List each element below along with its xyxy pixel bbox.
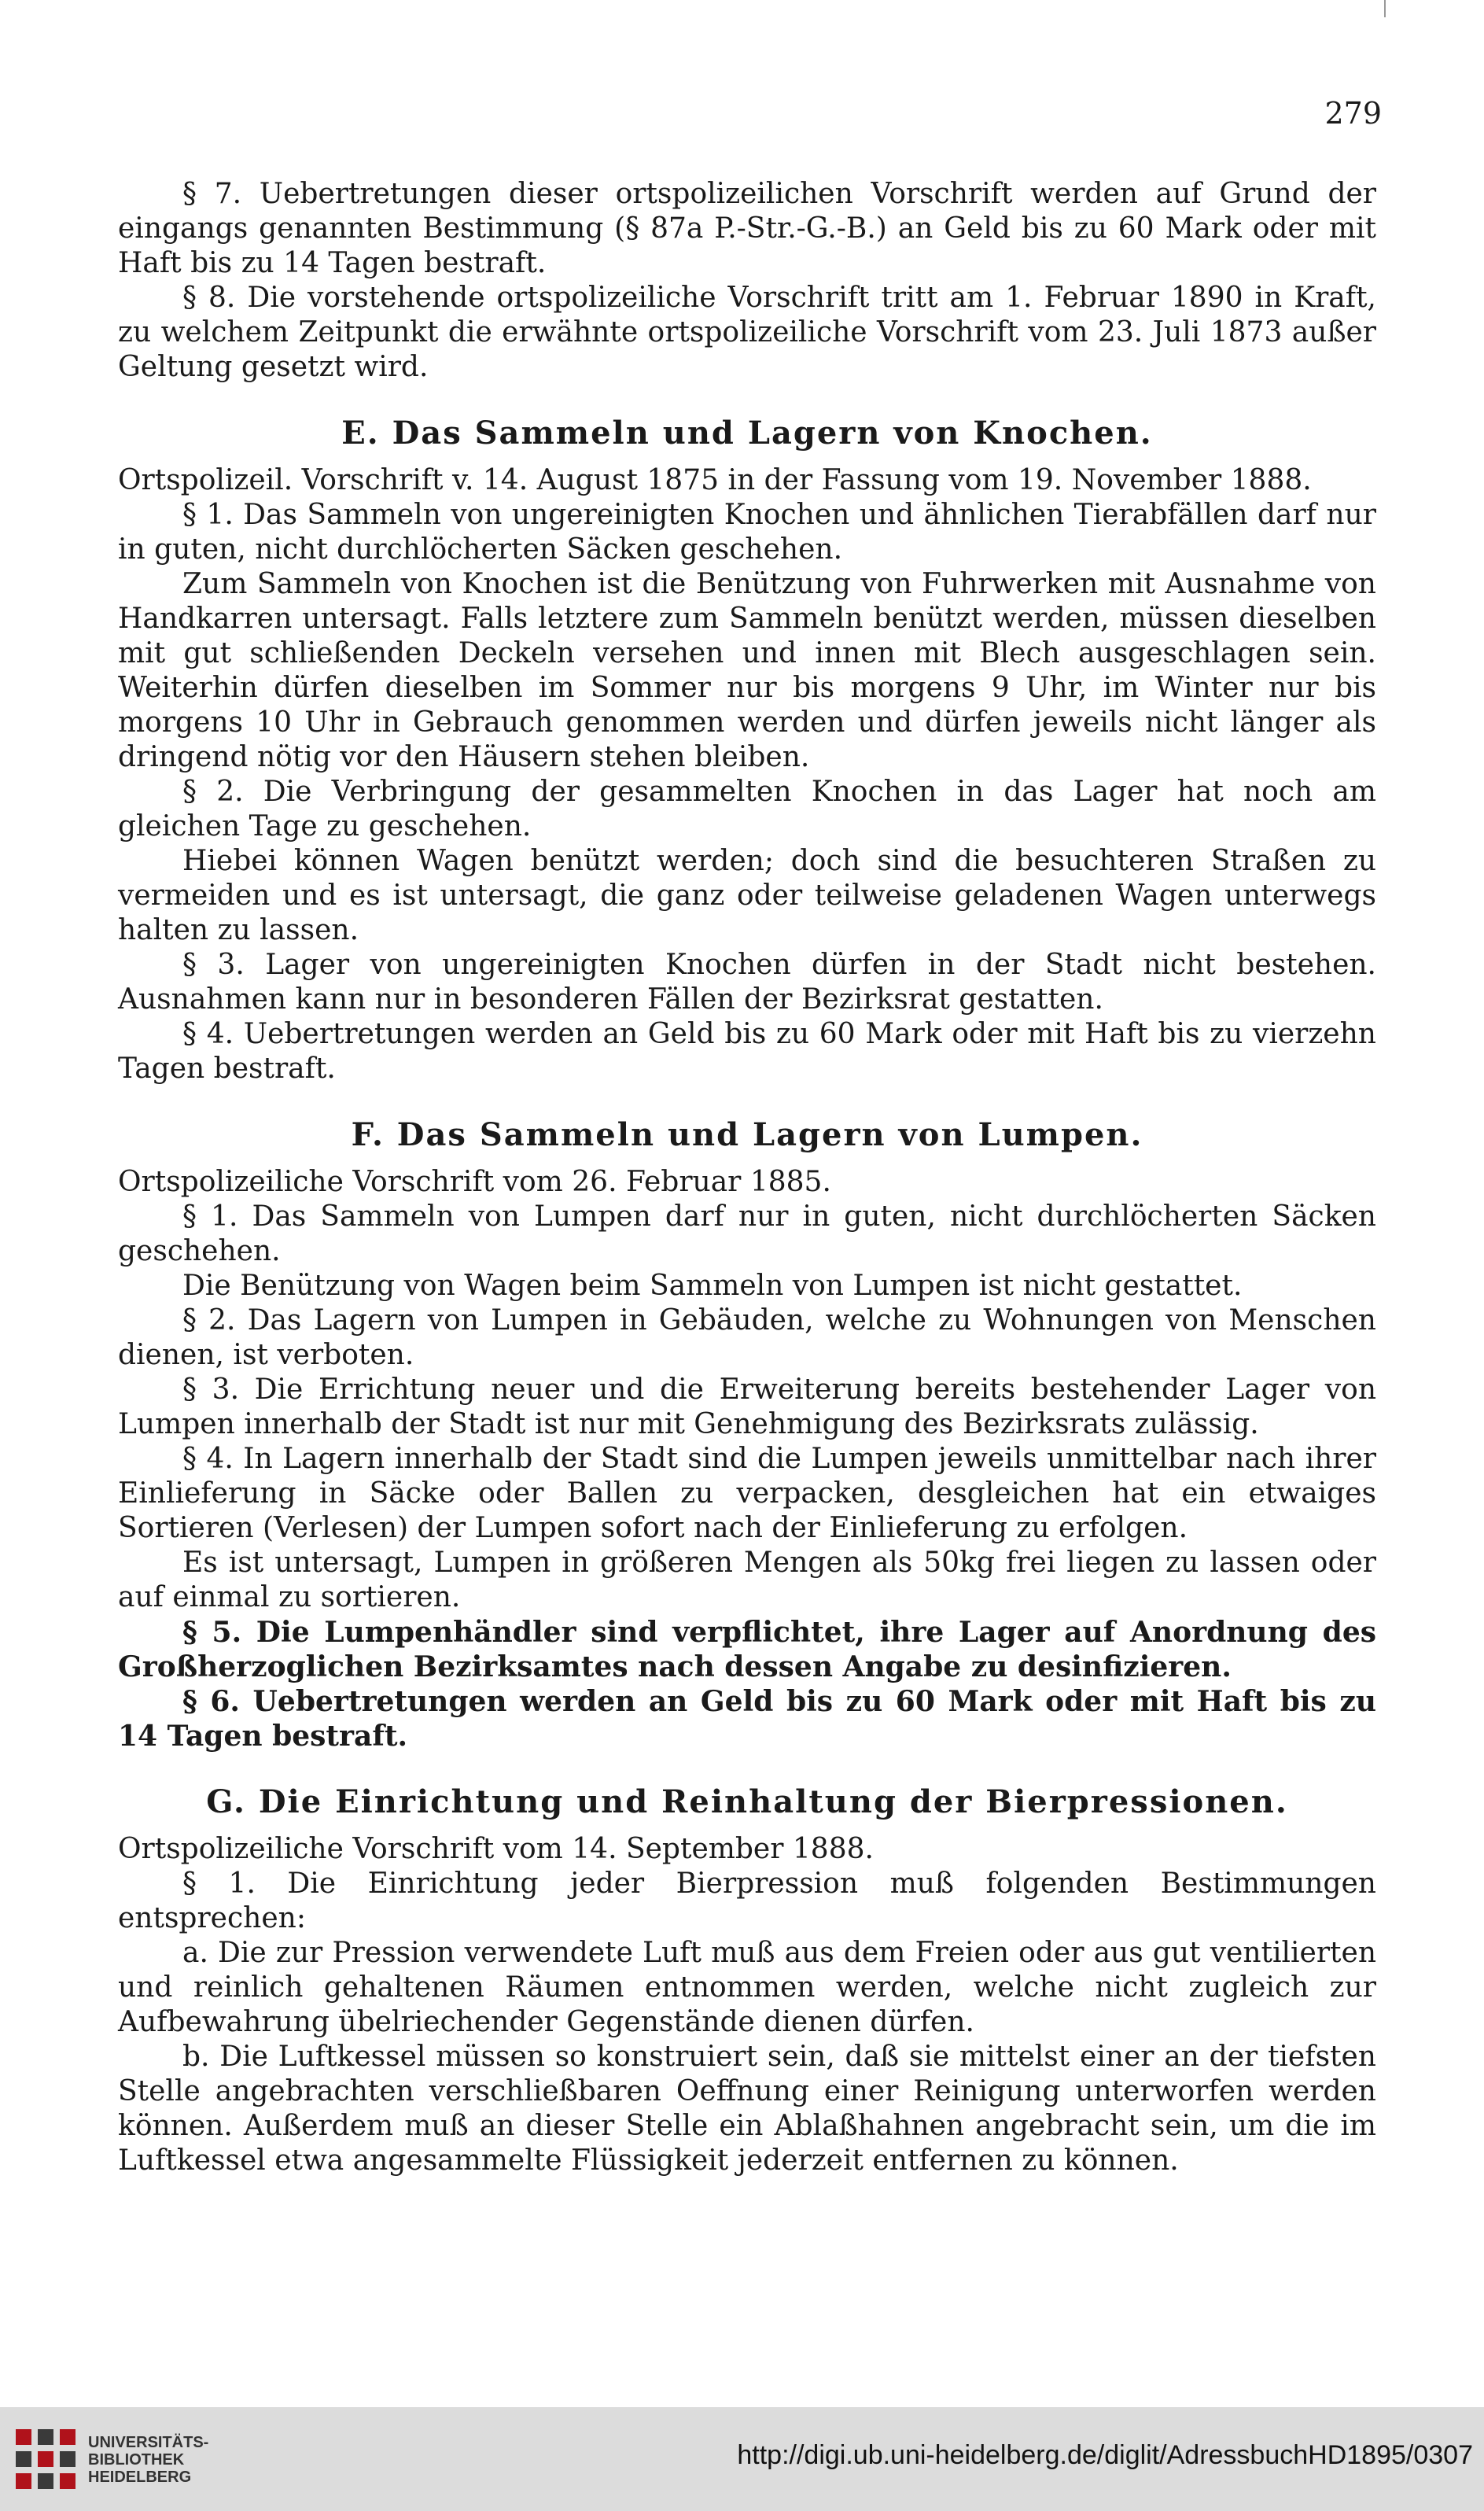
page-number: 279 — [1324, 96, 1382, 131]
section-f-paragraph: § 6. Uebertretungen werden an Geld bis zu 60 Mark oder mit Haft bis zu 14 Tagen bestraft. — [118, 1685, 1376, 1753]
section-e-heading: E. Das Sammeln und Lagern von Knochen. — [341, 415, 1153, 452]
section-g-paragraph: b. Die Luftkessel müssen so konstruiert sein, daß sie mittelst einer an der tiefsten Stelle angebrachten verschließbaren Oeffnung einer Reinigung unterworfen werden können. Außerdem muß an dieser Stelle ein Ablaßhahnen angebracht sein, um die im Luftkessel etwa angesammelte Flüssigkeit jederzeit entfernen zu können. — [118, 2041, 1376, 2177]
corner-mark — [1384, 0, 1386, 17]
section-e-paragraph: Hiebei können Wagen benützt werden; doch sind die besuchteren Straßen zu vermeiden und es ist untersagt, die ganz oder teilweise geladenen Wagen unterwegs halten zu lassen. — [118, 845, 1376, 946]
section-g-heading: G. Die Einrichtung und Reinhaltung der Bierpressionen. — [206, 1783, 1288, 1820]
section-g-paragraph: § 1. Die Einrichtung jeder Bierpression muß folgenden Bestimmungen entsprechen: — [118, 1868, 1376, 1934]
page-content — [118, 177, 1376, 2178]
section-e-paragraph: Zum Sammeln von Knochen ist die Benützung von Fuhrwerken mit Ausnahme von Handkarren untersagt. Falls letztere zum Sammeln benützt werden, müssen dieselben mit gut schließenden Deckeln versehen und innen mit Blech ausgeschlagen sein. Weiterhin dürfen dieselben im Sommer nur bis morgens 9 Uhr, im Winter nur bis morgens 10 Uhr in Gebrauch genommen werden und dürfen jeweils nicht länger als dringend nötig vor den Häusern stehen bleiben. — [118, 568, 1376, 773]
source-url-link[interactable]: http://digi.ub.uni-heidelberg.de/diglit/AdressbuchHD1895/0307 — [737, 2440, 1473, 2470]
section-e-paragraph: § 4. Uebertretungen werden an Geld bis zu 60 Mark oder mit Haft bis zu vierzehn Tagen bestraft. — [118, 1018, 1376, 1085]
section-f-paragraph: § 3. Die Errichtung neuer und die Erweiterung bereits bestehender Lager von Lumpen innerhalb der Stadt ist nur mit Genehmigung des Bezirksrats zulässig. — [118, 1373, 1376, 1440]
section-g-subheading: Ortspolizeiliche Vorschrift vom 14. September 1888. — [118, 1833, 874, 1865]
library-name-line: HEIDELBERG — [88, 2469, 192, 2486]
paragraph-8: § 8. Die vorstehende ortspolizeiliche Vorschrift tritt am 1. Februar 1890 in Kraft, zu welchem Zeitpunkt die erwähnte ortspolizeiliche Vorschrift vom 23. Juli 1873 außer Geltung gesetzt wird. — [118, 282, 1376, 383]
library-logo-icon — [11, 2424, 80, 2494]
section-f-paragraph: § 1. Das Sammeln von Lumpen darf nur in guten, nicht durchlöcherten Säcken geschehen. — [118, 1200, 1376, 1267]
section-f-paragraph: Die Benützung von Wagen beim Sammeln von Lumpen ist nicht gestattet. — [182, 1270, 1243, 1302]
section-e-paragraph: § 2. Die Verbringung der gesammelten Knochen in das Lager hat noch am gleichen Tage zu geschehen. — [118, 776, 1376, 843]
section-e-paragraph: § 1. Das Sammeln von ungereinigten Knochen und ähnlichen Tierabfällen darf nur in guten, nicht durchlöcherten Säcken geschehen. — [118, 499, 1376, 566]
library-name — [88, 2434, 208, 2486]
section-f-heading: F. Das Sammeln und Lagern von Lumpen. — [351, 1116, 1143, 1153]
section-f-subheading: Ortspolizeiliche Vorschrift vom 26. Februar 1885. — [118, 1166, 831, 1198]
section-f-paragraph: § 4. In Lagern innerhalb der Stadt sind die Lumpen jeweils unmittelbar nach ihrer Einlieferung in Säcke oder Ballen zu verpacken, desgleichen hat ein etwaiges Sortieren (Verlesen) der Lumpen sofort nach der Einlieferung zu erfolgen. — [118, 1443, 1376, 1544]
section-e-paragraph: § 3. Lager von ungereinigten Knochen dürfen in der Stadt nicht bestehen. Ausnahmen kann nur in besonderen Fällen der Bezirksrat gestatten. — [118, 949, 1376, 1016]
paragraph-7: § 7. Uebertretungen dieser ortspolizeilichen Vorschrift werden auf Grund der eingangs genannten Bestimmung (§ 87a P.-Str.-G.-B.) an Geld bis zu 60 Mark oder mit Haft bis zu 14 Tagen bestraft. — [118, 178, 1376, 279]
section-e-subheading: Ortspolizeil. Vorschrift v. 14. August 1875 in der Fassung vom 19. November 1888. — [118, 464, 1312, 496]
footer-bar — [0, 2407, 1484, 2511]
section-g-paragraph: a. Die zur Pression verwendete Luft muß aus dem Freien oder aus gut ventilierten und reinlich gehaltenen Räumen entnommen werden, welche nicht zugleich zur Aufbewahrung übelriechender Gegenstände dienen dürfen. — [118, 1937, 1376, 2038]
library-name-line: UNIVERSITÄTS- — [88, 2434, 209, 2451]
section-f-paragraph: Es ist untersagt, Lumpen in größeren Mengen als 50kg frei liegen zu lassen oder auf einmal zu sortieren. — [118, 1547, 1376, 1613]
section-f-paragraph: § 5. Die Lumpenhändler sind verpflichtet, ihre Lager auf Anordnung des Großherzoglichen Bezirksamtes nach dessen Angabe zu desinfizieren. — [118, 1616, 1376, 1683]
library-name-line: BIBLIOTHEK — [88, 2451, 185, 2469]
section-f-paragraph: § 2. Das Lagern von Lumpen in Gebäuden, welche zu Wohnungen von Menschen dienen, ist verboten. — [118, 1304, 1376, 1371]
